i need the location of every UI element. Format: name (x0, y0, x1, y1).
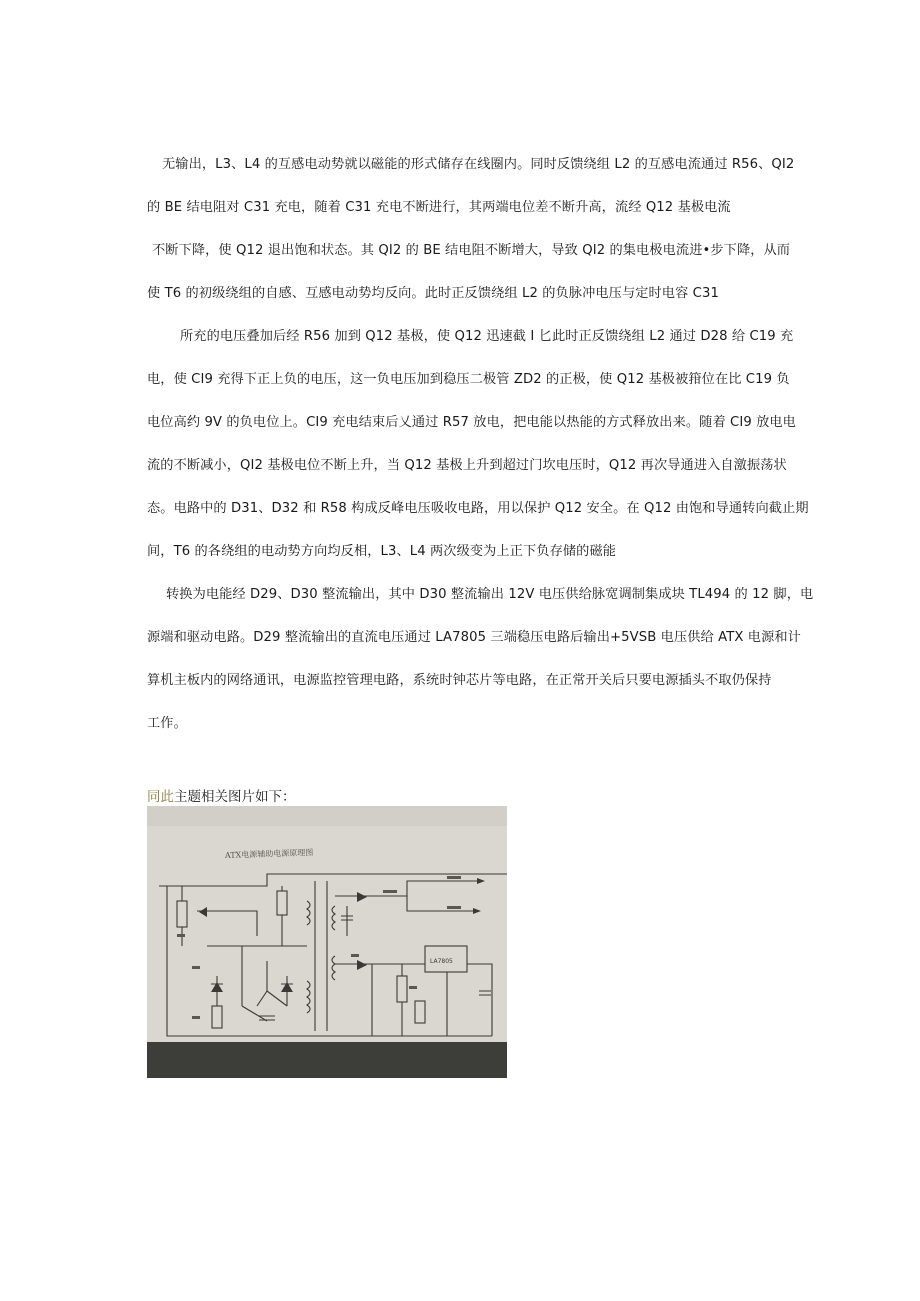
paragraph-line: 源端和驱动电路。D29 整流输出的直流电压通过 LA7805 三端稳压电路后输出+5VSB 电压供给 ATX 电源和计 (147, 630, 801, 645)
circuit-photo (147, 806, 507, 1078)
image-caption (147, 788, 296, 806)
chip-label: LA7805 (430, 958, 453, 965)
caption-part-1: 同此 (147, 789, 174, 805)
paragraph-line: 间，T6 的各绕组的电动势方向均反相，L3、L4 两次级变为上正下负存储的磁能 (147, 544, 617, 559)
paragraph-line: 态。电路中的 D31、D32 和 R58 构成反峰电压吸收电路，用以保护 Q12 安全。在 Q12 由饱和导通转向截止期 (147, 501, 809, 516)
paragraph-line: 电，使 CI9 充得下正上负的电压，这一负电压加到稳压二极管 ZD2 的正极，使 Q12 基极被箝位在比 C19 负 (147, 372, 790, 387)
paragraph-line: 使 T6 的初级绕组的自感、互感电动势均反向。此时正反馈绕组 L2 的负脉冲电压与定时电容 C31 (147, 286, 719, 301)
table-surface (147, 1042, 507, 1078)
paragraph-line: 工作。 (147, 716, 187, 731)
paragraph-line: 不断下降，使 Q12 退出饱和状态。其 QI2 的 BE 结电阻不断增大，导致 QI2 的集电极电流进•步下降，从而 (152, 243, 791, 258)
paragraph-line: 转换为电能经 D29、D30 整流输出，其中 D30 整流输出 12V 电压供给脉宽调制集成块 TL494 的 12 脚，电 (166, 587, 814, 602)
circuit-schematic-image (147, 806, 507, 1078)
paragraph-line: 所充的电压叠加后经 R56 加到 Q12 基极，使 Q12 迅速截 I 匕此时正反馈绕组 L2 通过 D28 给 C19 充 (180, 329, 794, 344)
schematic-title: ATX电源辅助电源原理图 (224, 847, 314, 860)
paragraph-line: 流的不断减小，QI2 基极电位不断上升，当 Q12 基极上升到超过门坎电压时，Q12 再次导通进入自激振荡状 (147, 458, 787, 473)
paragraph-line: 电位高约 9V 的负电位上。CI9 充电结束后乂通过 R57 放电，把电能以热能的方式释放出来。随着 CI9 放电电 (147, 415, 796, 430)
paragraph-line: 无输出，L3、L4 的互感电动势就以磁能的形式储存在线圈内。同时反馈绕组 L2 的互感电流通过 R56、QI2 (162, 157, 795, 172)
paragraph-line: 的 BE 结电阻对 C31 充电，随着 C31 充电不断进行，其两端电位差不断升高，流经 Q12 基极电流 (147, 200, 731, 215)
caption-part-2: 主题相关图片如下： (174, 789, 296, 805)
paragraph-line: 算机主板内的网络通讯，电源监控管理电路，系统时钟芯片等电路，在正常开关后只要电源插头不取仍保持 (147, 673, 772, 688)
